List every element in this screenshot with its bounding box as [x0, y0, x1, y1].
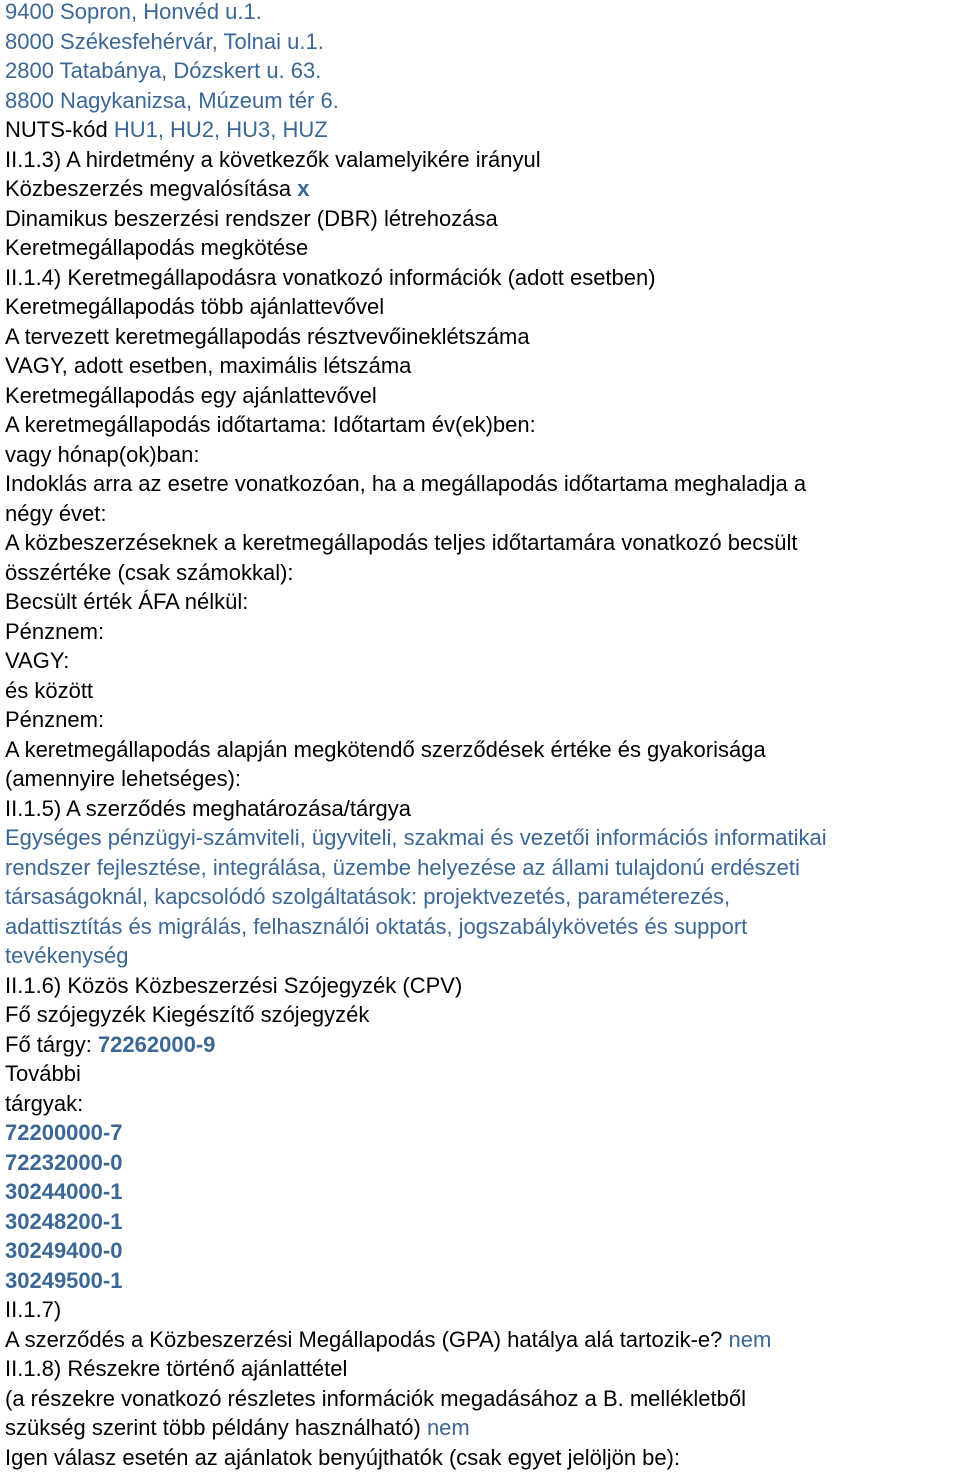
- text-line: Pénznem:: [5, 707, 105, 732]
- cpv-code: 30249500-1: [5, 1267, 123, 1293]
- address-line: 8000 Székesfehérvár, Tolnai u.1.: [5, 28, 324, 54]
- subject-text-line: Egységes pénzügyi-számviteli, ügyviteli, szakmai és vezetői információs informatikai: [5, 825, 827, 850]
- text-line: négy évet:: [5, 500, 107, 526]
- main-cpv-line: [5, 1030, 960, 1060]
- nuts-value: HU1, HU2, HU3, HUZ: [113, 117, 328, 142]
- text-line: összértéke (csak számokkal):: [5, 559, 294, 585]
- selected-mark: x: [297, 176, 310, 201]
- subject-text-line: társaságoknál, kapcsolódó szolgáltatások: projektvezetés, paraméterezés,: [5, 884, 731, 909]
- text-line: Keretmegállapodás egy ajánlattevővel: [5, 382, 377, 408]
- text-line: VAGY:: [5, 648, 70, 673]
- text-line: További: [5, 1061, 81, 1086]
- section-heading: II.1.8) Részekre történő ajánlattétel: [5, 1356, 348, 1381]
- address-line: 9400 Sopron, Honvéd u.1.: [5, 0, 262, 24]
- text-line: vagy hónap(ok)ban:: [5, 441, 200, 467]
- gpa-question-line: [5, 1325, 960, 1355]
- section-heading: II.1.6) Közös Közbeszerzési Szójegyzék (CPV): [5, 972, 463, 998]
- text-line: (a részekre vonatkozó részletes információk megadásához a B. mellékletből: [5, 1385, 747, 1411]
- subject-text-line: tevékenység: [5, 943, 129, 968]
- parts-note: szükség szerint több példány használható): [5, 1415, 421, 1440]
- parts-answer-line: [5, 1413, 960, 1443]
- option-line: Dinamikus beszerzési rendszer (DBR) létrehozása: [5, 205, 498, 231]
- text-line: A keretmegállapodás alapján megkötendő szerződések értéke és gyakorisága: [5, 736, 766, 762]
- text-line: Pénznem:: [5, 618, 105, 644]
- section-heading: II.1.4) Keretmegállapodásra vonatkozó információk (adott esetben): [5, 264, 656, 290]
- text-line: Indoklás arra az esetre vonatkozóan, ha a megállapodás időtartama meghaladja a: [5, 471, 807, 496]
- cpv-code: 30249400-0: [5, 1238, 123, 1263]
- nuts-code-line: [5, 115, 960, 145]
- gpa-question: A szerződés a Közbeszerzési Megállapodás (GPA) hatálya alá tartozik-e?: [5, 1326, 723, 1352]
- text-line: Becsült érték ÁFA nélkül:: [5, 589, 249, 614]
- address-line: 8800 Nagykanizsa, Múzeum tér 6.: [5, 87, 339, 113]
- cpv-code: 30248200-1: [5, 1208, 123, 1234]
- text-line: (amennyire lehetséges):: [5, 766, 242, 791]
- option-line: Keretmegállapodás megkötése: [5, 235, 309, 260]
- main-cpv-code: 72262000-9: [97, 1031, 216, 1057]
- nuts-label: NUTS-kód: [5, 117, 108, 142]
- subject-text-line: rendszer fejlesztése, integrálása, üzembe helyezése az állami tulajdonú erdészeti: [5, 854, 800, 880]
- text-line: és között: [5, 677, 94, 703]
- cpv-code: 72200000-7: [5, 1120, 123, 1145]
- option-label: Közbeszerzés megvalósítása: [5, 176, 292, 201]
- gpa-answer: nem: [728, 1326, 772, 1352]
- address-line: 2800 Tatabánya, Dózskert u. 63.: [5, 58, 322, 83]
- parts-answer: nem: [426, 1415, 470, 1440]
- option-line: [5, 174, 960, 204]
- subject-text-line: adattisztítás és migrálás, felhasználói oktatás, jogszabálykövetés és support: [5, 913, 748, 939]
- text-line: VAGY, adott esetben, maximális létszáma: [5, 353, 412, 378]
- text-line: tárgyak:: [5, 1090, 84, 1116]
- text-line: Igen válasz esetén az ajánlatok benyújthatók (csak egyet jelöljön be):: [5, 1444, 681, 1470]
- text-line: A keretmegállapodás időtartama: Időtartam év(ek)ben:: [5, 412, 536, 437]
- section-heading: II.1.5) A szerződés meghatározása/tárgya: [5, 795, 412, 821]
- text-line: A tervezett keretmegállapodás résztvevőineklétszáma: [5, 323, 530, 349]
- section-heading: II.1.7): [5, 1297, 62, 1322]
- text-line: A közbeszerzéseknek a keretmegállapodás teljes időtartamára vonatkozó becsült: [5, 530, 798, 555]
- cpv-code: 72232000-0: [5, 1149, 123, 1175]
- cpv-code: 30244000-1: [5, 1179, 123, 1204]
- text-line: Fő szójegyzék Kiegészítő szójegyzék: [5, 1002, 370, 1027]
- text-line: Keretmegállapodás több ajánlattevővel: [5, 294, 385, 319]
- section-heading: II.1.3) A hirdetmény a következők valamelyikére irányul: [5, 146, 541, 172]
- main-cpv-label: Fő tárgy:: [5, 1031, 92, 1057]
